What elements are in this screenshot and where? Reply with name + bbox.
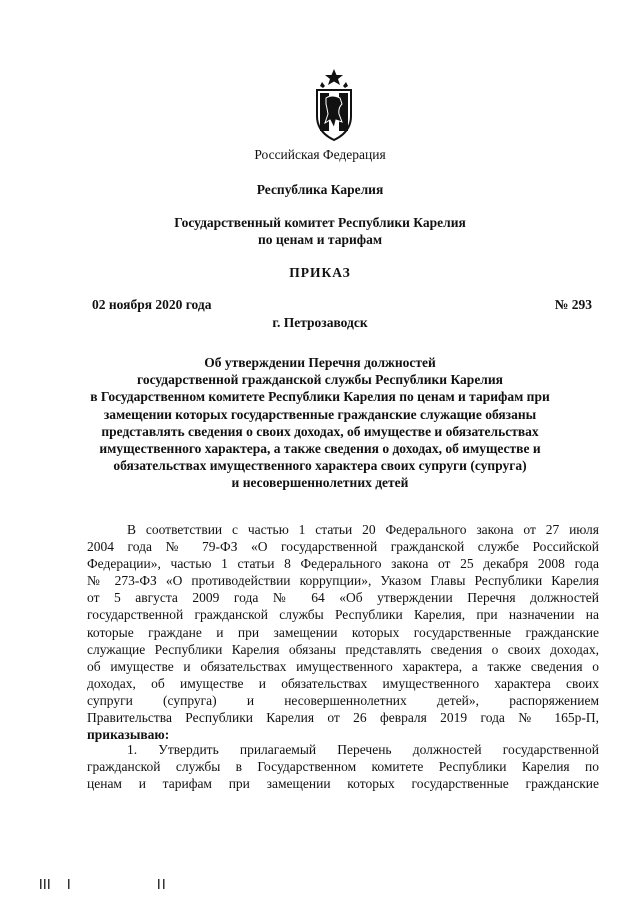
document-type: ПРИКАЗ	[289, 265, 351, 280]
title-line: государственной гражданской службы Республики Карелия	[137, 372, 503, 388]
country-name: Российская Федерация	[254, 147, 386, 162]
title-line: Об утверждении Перечня должностей	[204, 355, 436, 370]
order-word: приказываю:	[87, 727, 170, 743]
title-line: и несовершеннолетних детей	[231, 475, 409, 491]
text-line: Правительства Республики Карелия от 26 февраля 2019 года № 165р-П,	[87, 710, 599, 726]
text-line: от 5 августа 2009 года № 64 «Об утверждении Перечня должностей	[87, 590, 599, 606]
committee-name-line1: Государственный комитет Республики Карелия	[174, 215, 466, 230]
text-line: В соответствии с частью 1 статьи 20 Федерального закона от 27 июля	[127, 522, 599, 537]
paragraph-preamble	[87, 521, 599, 743]
text-line: об имуществе и обязательствах имущественного характера, а также сведения о	[87, 658, 599, 674]
text-line: Федерации», частью 1 статьи 8 Федерального закона от 25 декабря 2008 года	[87, 556, 599, 572]
document-date: 02 ноября 2020 года	[92, 297, 212, 312]
text-line: которые граждане и при замещении которых государственные гражданские	[87, 624, 599, 640]
text-line: государственной гражданской службы Республики Карелия, при назначении на	[87, 607, 599, 623]
text-line: 2004 года № 79-ФЗ «О государственной гражданской службе Российской	[87, 539, 599, 555]
title-line: замещении которых государственные гражданские служащие обязаны	[103, 406, 537, 422]
text-line: 1. Утвердить прилагаемый Перечень должностей государственной	[127, 742, 599, 757]
document-title	[0, 354, 640, 492]
title-line: в Государственном комитете Республики Карелия по ценам и тарифам при	[90, 389, 550, 405]
text-line: служащие Республики Карелия обязаны представлять сведения о своих доходах,	[87, 641, 599, 657]
document-number: № 293	[554, 297, 592, 312]
karelia-coat-of-arms-icon	[314, 68, 354, 142]
republic-name: Республика Карелия	[256, 182, 384, 197]
text-line: ценам и тарифам при замещении которых государственные гражданские	[87, 776, 599, 792]
scan-marks	[40, 877, 200, 891]
city-name: г. Петрозаводск	[272, 315, 368, 330]
text-line: № 273-ФЗ «О противодействии коррупции», Указом Главы Республики Карелия	[87, 573, 599, 589]
text-line: гражданской службы в Государственном комитете Республики Карелия по	[87, 759, 599, 775]
date-number-line	[92, 297, 592, 313]
paragraph-item-1	[87, 741, 599, 792]
title-line: имущественного характера, а также сведения о доходах, об имуществе и	[99, 441, 541, 457]
title-line: представлять сведения о своих доходах, об имуществе и обязательствах	[101, 423, 539, 439]
title-line: обязательствах имущественного характера своих супруги (супруга)	[113, 458, 527, 474]
committee-name-line2: по ценам и тарифам	[257, 232, 383, 247]
text-line: доходах, об имуществе и обязательствах имущественного характера своих	[87, 675, 599, 691]
text-line: супруги (супруга) и несовершеннолетних детей», распоряжением	[87, 692, 599, 708]
